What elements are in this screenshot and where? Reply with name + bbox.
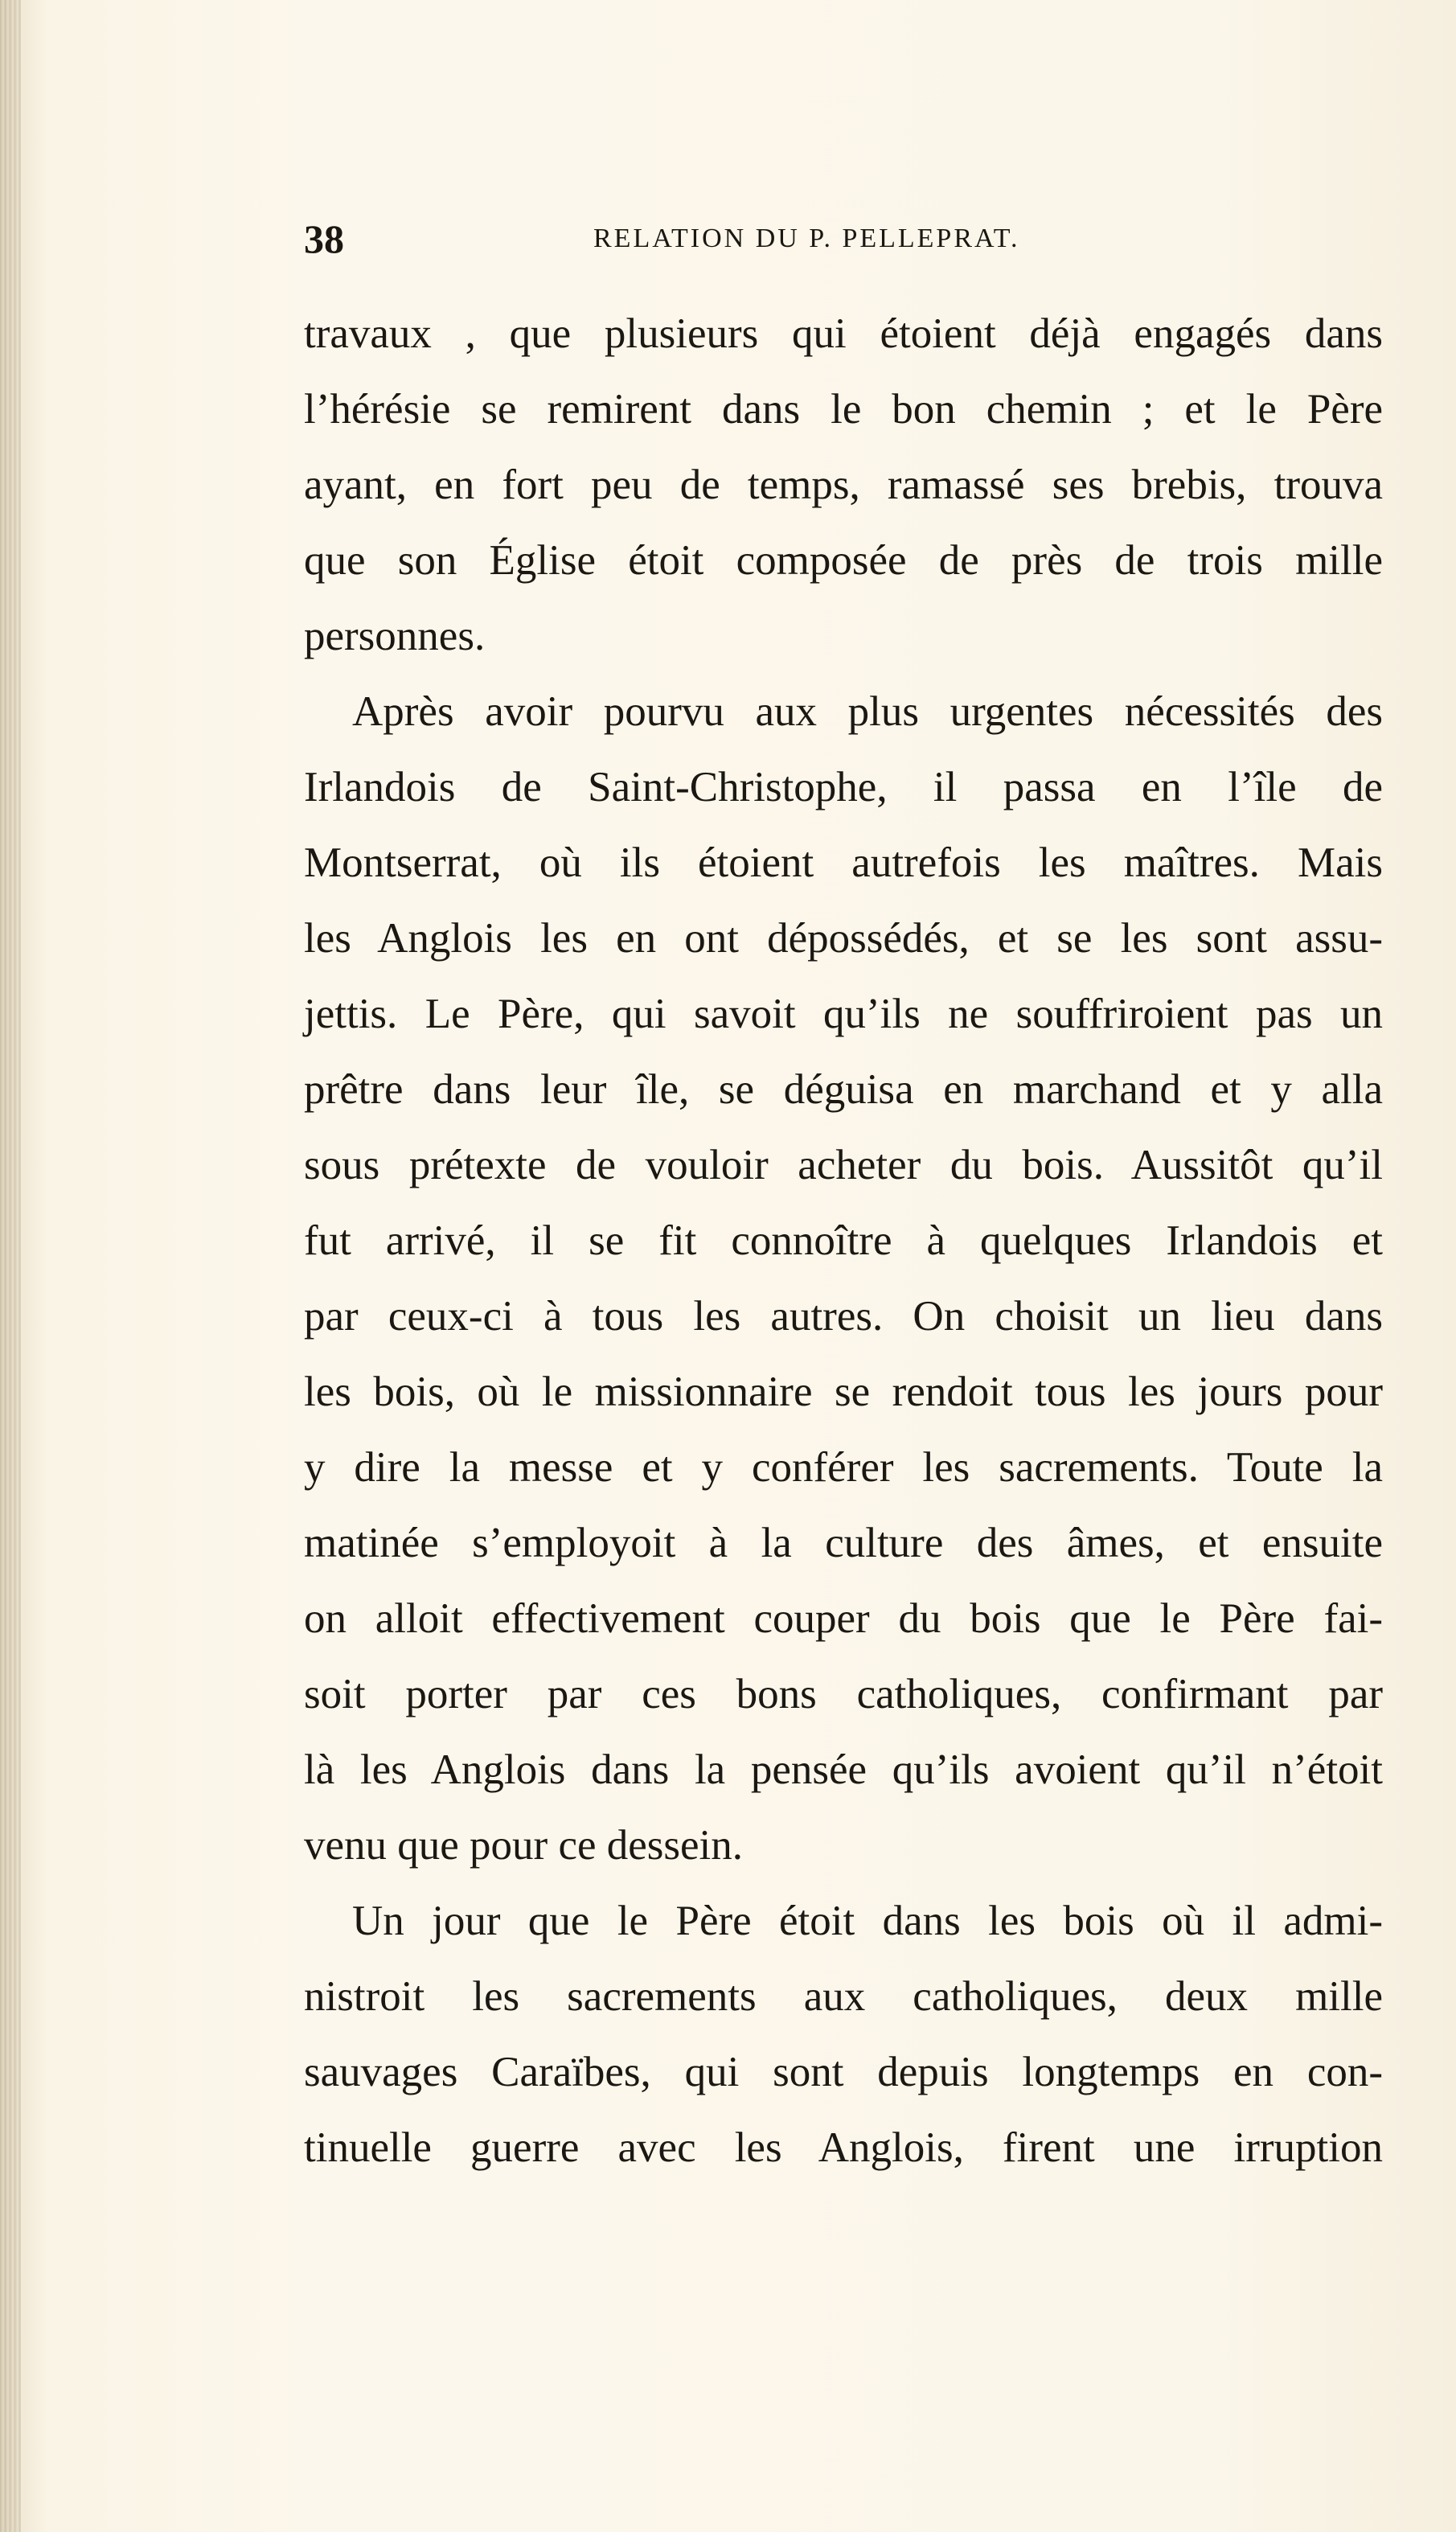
text-line: Irlandois de Saint-Christophe, il passa en l’île de	[304, 764, 1383, 810]
text-line: Montserrat, où ils étoient autrefois les maîtres. Mais	[304, 839, 1383, 886]
text-line: on alloit effectivement couper du bois que le Père fai-	[304, 1595, 1383, 1642]
text-line: matinée s’employoit à la culture des âmes, et ensuite	[304, 1520, 1383, 1566]
text-line: personnes.	[304, 613, 486, 659]
text-line: les Anglois les en ont dépossédés, et se les sont assu-	[304, 915, 1383, 962]
text-line: par ceux-ci à tous les autres. On choisit un lieu dans	[304, 1293, 1383, 1340]
page-gutter	[0, 0, 21, 2532]
text-line: soit porter par ces bons catholiques, confirmant par	[304, 1671, 1383, 1717]
text-line: là les Anglois dans la pensée qu’ils avoient qu’il n’étoit	[304, 1746, 1383, 1793]
paragraph-start-line: Après avoir pourvu aux plus urgentes nécessités des	[352, 688, 1383, 735]
text-line: prêtre dans leur île, se déguisa en marchand et y alla	[304, 1066, 1383, 1113]
text-line: l’hérésie se remirent dans le bon chemin ; et le Père	[304, 386, 1383, 433]
text-line: sous prétexte de vouloir acheter du bois. Aussitôt qu’il	[304, 1142, 1383, 1188]
text-line: ayant, en fort peu de temps, ramassé ses brebis, trouva	[304, 462, 1383, 508]
body-text	[304, 296, 1383, 2185]
text-line: travaux , que plusieurs qui étoient déjà engagés dans	[304, 310, 1383, 357]
text-line: les bois, où le missionnaire se rendoit tous les jours pour	[304, 1369, 1383, 1415]
page-header	[304, 215, 1383, 272]
paragraph-start-line: Un jour que le Père étoit dans les bois où il admi-	[352, 1898, 1383, 1944]
text-line: jettis. Le Père, qui savoit qu’ils ne souffriroient pas un	[304, 991, 1383, 1037]
text-line: sauvages Caraïbes, qui sont depuis longtemps en con-	[304, 2049, 1383, 2095]
text-line: nistroit les sacrements aux catholiques, deux mille	[304, 1973, 1383, 2020]
text-line: y dire la messe et y conférer les sacrements. Toute la	[304, 1444, 1383, 1491]
text-line: que son Église étoit composée de près de trois mille	[304, 537, 1383, 584]
text-line: venu que pour ce dessein.	[304, 1822, 744, 1869]
text-line: fut arrivé, il se fit connoître à quelques Irlandois et	[304, 1217, 1383, 1264]
page-number: 38	[304, 216, 344, 261]
running-title: RELATION DU P. PELLEPRAT.	[593, 224, 1020, 253]
text-line: tinuelle guerre avec les Anglois, firent une irruption	[304, 2124, 1383, 2171]
